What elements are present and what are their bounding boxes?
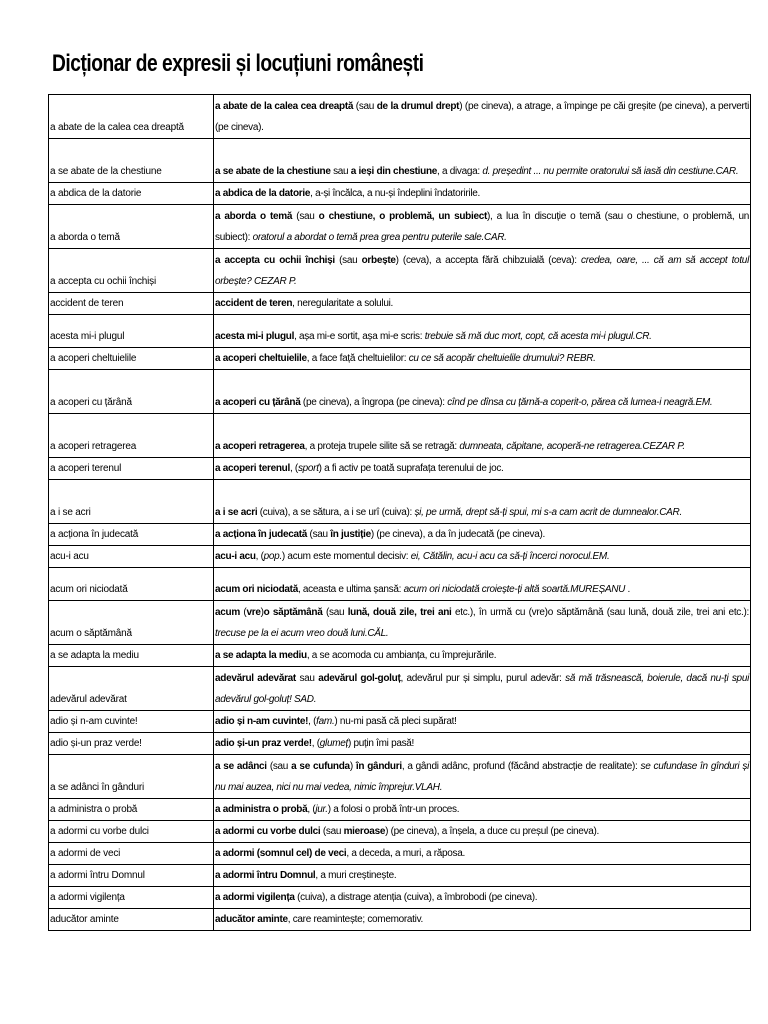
definition-text: (cuiva), a distrage atenția (cuiva), a îmbrobodi (pe cineva). xyxy=(294,892,538,903)
example-text: jur. xyxy=(315,804,328,815)
headword-text: lună, două zile, trei ani xyxy=(347,607,452,618)
definition-text: ) xyxy=(349,761,356,772)
expression-cell: a acționa în judecată xyxy=(49,524,214,546)
definition-text: (sau xyxy=(307,529,331,540)
example-text: cu ce să acopăr cheltuielile drumului? REBR. xyxy=(408,353,596,364)
definition-cell xyxy=(214,645,751,667)
definition-cell xyxy=(214,667,751,711)
headword-text: a adormi vigilența xyxy=(215,892,295,903)
expression-cell: a adormi vigilența xyxy=(49,887,214,909)
headword-text: acesta mi-i plugul xyxy=(215,331,295,342)
headword-text: a se abate de la chestiune xyxy=(215,166,331,177)
expression-cell: a i se acri xyxy=(49,480,214,524)
table-row xyxy=(49,139,751,183)
definition-cell xyxy=(214,821,751,843)
definition-cell xyxy=(214,183,751,205)
headword-text: adio și-un praz verde! xyxy=(215,738,312,749)
definition-text: . xyxy=(625,584,631,595)
expression-cell: acum o săptămână xyxy=(49,601,214,645)
table-row xyxy=(49,249,751,293)
example-text: oratorul a abordat o temă prea grea pentru puterile sale.CAR. xyxy=(252,232,507,243)
table-row xyxy=(49,370,751,414)
expression-cell: a adormi de veci xyxy=(49,843,214,865)
definition-text: (sau xyxy=(320,826,344,837)
definition-cell xyxy=(214,755,751,799)
definition-text: ) nu-mi pasă că pleci supărat! xyxy=(334,716,457,727)
table-row xyxy=(49,755,751,799)
table-row xyxy=(49,183,751,205)
table-row xyxy=(49,95,751,139)
headword-text: a adormi întru Domnul xyxy=(215,870,316,881)
table-row xyxy=(49,799,751,821)
expression-cell: a acoperi cu țărână xyxy=(49,370,214,414)
headword-text: adevărul gol-goluț xyxy=(318,673,401,684)
headword-text: adevărul adevărat xyxy=(215,673,296,684)
headword-text: aducător aminte xyxy=(215,914,288,925)
headword-text: a acoperi retragerea xyxy=(215,441,305,452)
definition-cell xyxy=(214,524,751,546)
definition-text: ) (pe cineva), a înșela, a duce cu preșul (pe cineva). xyxy=(385,826,600,837)
table-row xyxy=(49,711,751,733)
definition-text: ) (ceva), a accepta fără chibzuială (ceva): xyxy=(395,255,582,266)
expression-cell: a acoperi terenul xyxy=(49,458,214,480)
expression-cell: adio și n-am cuvinte! xyxy=(49,711,214,733)
definition-cell xyxy=(214,315,751,348)
table-row xyxy=(49,458,751,480)
table-row xyxy=(49,821,751,843)
example-text: acum ori niciodată croiește-ți altă soartă.MUREȘANU xyxy=(403,584,626,595)
definition-cell xyxy=(214,799,751,821)
headword-text: de la drumul drept xyxy=(376,101,460,112)
table-row xyxy=(49,843,751,865)
table-row xyxy=(49,568,751,601)
definition-text: , a-și încălca, a nu-și îndeplini îndatoririle. xyxy=(310,188,480,199)
expression-cell: a acoperi retragerea xyxy=(49,414,214,458)
expression-cell: a abdica de la datorie xyxy=(49,183,214,205)
expression-cell: a se abate de la chestiune xyxy=(49,139,214,183)
definition-text: (cuiva), a se sătura, a i se urî (cuiva): xyxy=(257,507,415,518)
headword-text: adio și n-am cuvinte! xyxy=(215,716,309,727)
definition-text: ) puțin îmi pasă! xyxy=(347,738,415,749)
expression-cell: a accepta cu ochii închiși xyxy=(49,249,214,293)
table-row xyxy=(49,315,751,348)
headword-text: a se adânci xyxy=(215,761,267,772)
example-text: se cufundase în gînduri și nu mai auzea, nici nu mai vedea, nimic împrejur.VLAH. xyxy=(215,761,749,793)
definition-text: ) a fi activ pe toată suprafața terenului de joc. xyxy=(318,463,504,474)
headword-text: a acoperi cu țărână xyxy=(215,397,301,408)
table-row xyxy=(49,348,751,370)
headword-text: mieroase xyxy=(343,826,386,837)
table-row xyxy=(49,524,751,546)
definition-text: ) xyxy=(260,607,264,618)
table-row xyxy=(49,645,751,667)
definition-text: , așa mi-e sortit, așa mi-e scris: xyxy=(294,331,425,342)
table-row xyxy=(49,733,751,755)
definition-text: (sau xyxy=(322,607,348,618)
definition-cell xyxy=(214,568,751,601)
example-text: sport xyxy=(297,463,319,474)
expression-cell: a acoperi cheltuielile xyxy=(49,348,214,370)
headword-text: în justiție xyxy=(330,529,371,540)
expression-cell: adio și-un praz verde! xyxy=(49,733,214,755)
page-title: Dicționar de expresii și locuțiuni românești xyxy=(52,50,424,77)
definition-text: ) a folosi o probă într-un proces. xyxy=(327,804,460,815)
definition-text: , care reamintește; comemorativ. xyxy=(287,914,424,925)
headword-text: acu-i acu xyxy=(215,551,256,562)
definition-text: , adevărul pur și simplu, purul adevăr: xyxy=(400,673,566,684)
definition-cell xyxy=(214,458,751,480)
expression-cell: a aborda o temă xyxy=(49,205,214,249)
headword-text: a adormi (somnul cel) de veci xyxy=(215,848,347,859)
expression-cell: a se adapta la mediu xyxy=(49,645,214,667)
expression-cell: aducător aminte xyxy=(49,909,214,931)
table-row xyxy=(49,865,751,887)
example-text: ei, Cătălin, acu-i acu ca să-ți încerci norocul.EM. xyxy=(410,551,610,562)
definition-text: , a face față cheltuielilor: xyxy=(306,353,409,364)
definition-text: , ( xyxy=(311,738,320,749)
table-row xyxy=(49,546,751,568)
definition-text: ), a lua în discuție o temă (sau o chestiune, o problemă, un subiect): xyxy=(215,211,749,243)
definition-cell xyxy=(214,601,751,645)
headword-text: a abdica de la datorie xyxy=(215,188,311,199)
headword-text: orbește xyxy=(361,255,396,266)
headword-text: a aborda o temă xyxy=(215,211,293,222)
table-row xyxy=(49,480,751,524)
definition-text: ) acum este momentul decisiv: xyxy=(281,551,411,562)
headword-text: a i se acri xyxy=(215,507,258,518)
definition-text: sau xyxy=(330,166,351,177)
expression-cell: a adormi cu vorbe dulci xyxy=(49,821,214,843)
table-row xyxy=(49,601,751,645)
definition-text: etc.), în urmă cu (vre)o săptămână (sau lună, două zile, trei ani etc.): xyxy=(451,607,749,618)
expression-cell: a se adânci în gânduri xyxy=(49,755,214,799)
definition-text: (sau xyxy=(334,255,362,266)
expression-cell: acesta mi-i plugul xyxy=(49,315,214,348)
example-text: și, pe urmă, drept să-ți spui, mi s-a cam acrit de dumnealor.CAR. xyxy=(414,507,682,518)
definition-cell xyxy=(214,139,751,183)
dictionary-table xyxy=(48,94,751,931)
definition-text: (pe cineva), a îngropa (pe cineva): xyxy=(300,397,448,408)
example-text: credea, oare, ... că am să accept totul orbește? CEZAR P. xyxy=(215,255,749,287)
definition-cell xyxy=(214,414,751,458)
definition-text: (sau xyxy=(266,761,292,772)
headword-text: a ieși din chestiune xyxy=(350,166,438,177)
definition-cell xyxy=(214,865,751,887)
expression-cell: adevărul adevărat xyxy=(49,667,214,711)
expression-cell: a adormi întru Domnul xyxy=(49,865,214,887)
definition-text: , neregularitate a solului. xyxy=(292,298,394,309)
headword-text: acum xyxy=(215,607,240,618)
headword-text: o chestiune, o problemă, un subiect xyxy=(318,211,488,222)
table-row xyxy=(49,909,751,931)
definition-text: , ( xyxy=(255,551,264,562)
definition-cell xyxy=(214,370,751,414)
expression-cell: accident de teren xyxy=(49,293,214,315)
headword-text: a acoperi terenul xyxy=(215,463,290,474)
table-row xyxy=(49,414,751,458)
definition-text: , a proteja trupele silite să se retragă: xyxy=(304,441,460,452)
headword-text: a abate de la calea cea dreaptă xyxy=(215,101,354,112)
definition-text: , ( xyxy=(308,716,317,727)
headword-text: în gânduri xyxy=(355,761,402,772)
example-text: pop. xyxy=(263,551,282,562)
definition-cell xyxy=(214,293,751,315)
headword-text: vre xyxy=(246,607,261,618)
example-text: trebuie să mă duc mort, copt, că acesta mi-i plugul.CR. xyxy=(424,331,652,342)
example-text: fam. xyxy=(316,716,335,727)
definition-cell xyxy=(214,249,751,293)
expression-cell: acum ori niciodată xyxy=(49,568,214,601)
expression-cell: a abate de la calea cea dreaptă xyxy=(49,95,214,139)
headword-text: a acoperi cheltuielile xyxy=(215,353,307,364)
table-row xyxy=(49,667,751,711)
definition-text: , a divaga: xyxy=(437,166,483,177)
headword-text: o săptămână xyxy=(263,607,323,618)
definition-text: sau xyxy=(295,673,319,684)
definition-cell xyxy=(214,733,751,755)
table-row xyxy=(49,293,751,315)
headword-text: a adormi cu vorbe dulci xyxy=(215,826,321,837)
definition-cell xyxy=(214,546,751,568)
definition-text: , a muri creștinește. xyxy=(315,870,397,881)
definition-cell xyxy=(214,909,751,931)
example-text: trecuse pe la ei acum vreo două luni.CĂL. xyxy=(215,628,389,639)
definition-cell xyxy=(214,205,751,249)
definition-text: , ( xyxy=(307,804,316,815)
definition-text: ( xyxy=(239,607,247,618)
definition-cell xyxy=(214,348,751,370)
definition-text: ) (pe cineva), a atrage, a împinge pe căi greșite (pe cineva), a perverti (pe cineva). xyxy=(215,101,749,133)
example-text: d. președint ... nu permite oratorului să iasă din cestiune.CAR. xyxy=(482,166,739,177)
definition-text: (sau xyxy=(292,211,319,222)
table-row xyxy=(49,887,751,909)
dictionary-table-body xyxy=(49,95,751,931)
example-text: cînd pe dînsa cu țărnă-a coperit-o, părea că lumea-i neagră.EM. xyxy=(447,397,713,408)
definition-text: , a deceda, a muri, a răposa. xyxy=(346,848,465,859)
expression-cell: acu-i acu xyxy=(49,546,214,568)
definition-cell xyxy=(214,711,751,733)
definition-cell xyxy=(214,887,751,909)
table-row xyxy=(49,205,751,249)
example-text: dumneata, căpitane, acoperă-ne retragerea.CEZAR P. xyxy=(459,441,685,452)
definition-text: (sau xyxy=(353,101,377,112)
expression-cell: a administra o probă xyxy=(49,799,214,821)
headword-text: accident de teren xyxy=(215,298,293,309)
definition-cell xyxy=(214,843,751,865)
definition-text: , aceasta e ultima șansă: xyxy=(297,584,404,595)
definition-cell xyxy=(214,95,751,139)
headword-text: a se adapta la mediu xyxy=(215,650,307,661)
example-text: glumeț xyxy=(319,738,348,749)
headword-text: a se cufunda xyxy=(291,761,350,772)
definition-text: , ( xyxy=(289,463,298,474)
headword-text: acum ori niciodată xyxy=(215,584,298,595)
definition-text: , a gândi adânc, profund (făcând abstracție de realitate): xyxy=(401,761,641,772)
headword-text: a acționa în judecată xyxy=(215,529,308,540)
definition-text: ) (pe cineva), a da în judecată (pe cineva). xyxy=(370,529,546,540)
definition-text: , a se acomoda cu ambianța, cu împrejurările. xyxy=(306,650,497,661)
headword-text: a accepta cu ochii închiși xyxy=(215,255,335,266)
headword-text: a administra o probă xyxy=(215,804,308,815)
example-text: să mă trăsnească, boierule, dacă nu-ți spui adevărul gol-goluț! SAD. xyxy=(215,673,749,705)
definition-cell xyxy=(214,480,751,524)
